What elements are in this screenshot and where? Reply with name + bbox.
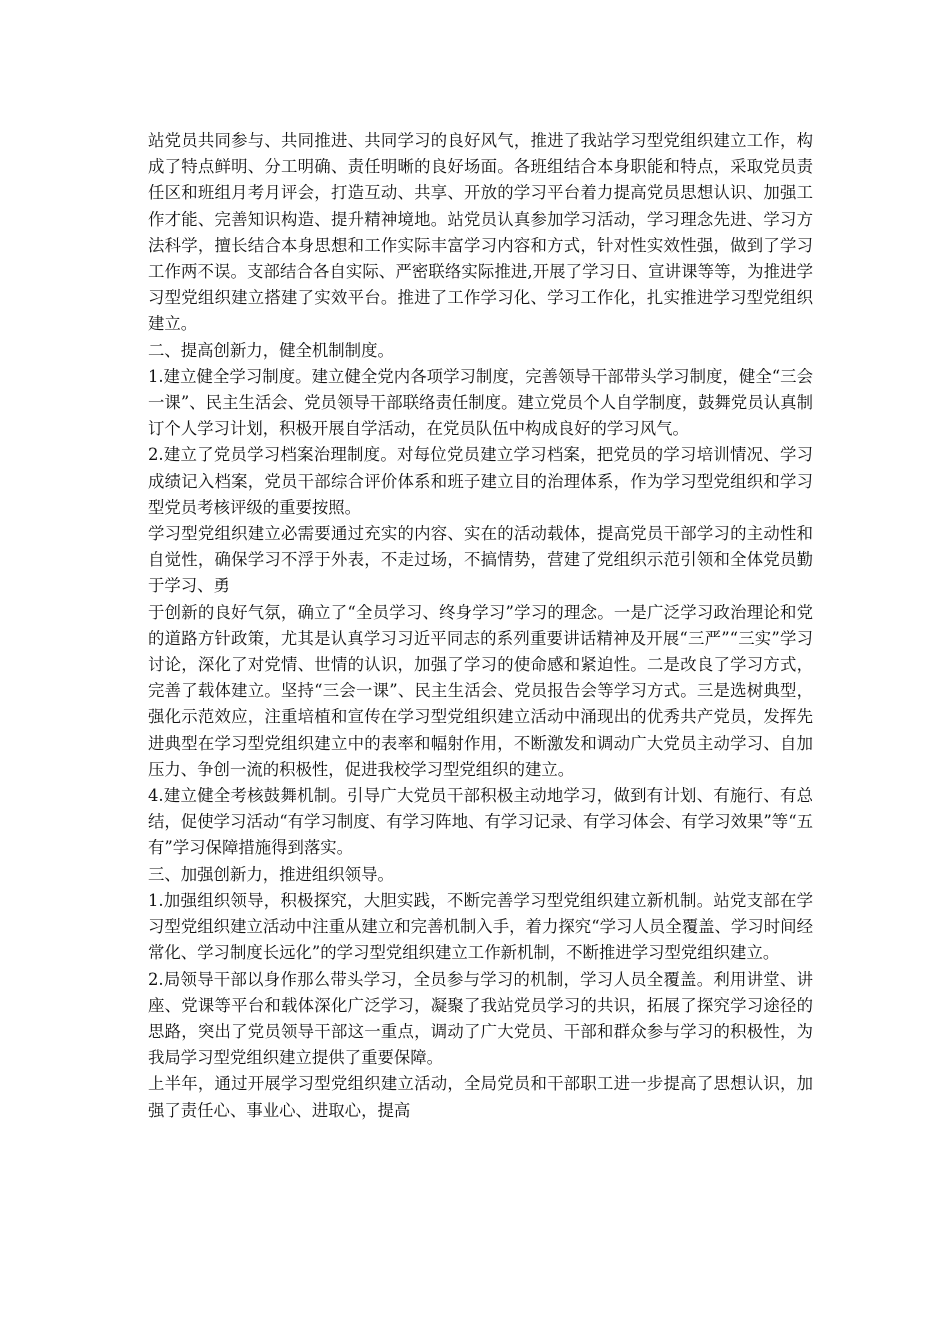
- paragraph-3-2: 2.局领导干部以身作那么带头学习，全员参与学习的机制，学习人员全覆盖。利用讲堂、讲座、党课等平台和载体深化广泛学习，凝聚了我站党员学习的共识，拓展了探究学习途径的思路，突出了党员领导干部这一重点，调动了广大党员、干部和群众参与学习的积极性，为我局学习型党组织建立提供了重要保障。: [148, 969, 813, 1068]
- paragraph-summary: 上半年，通过开展学习型党组织建立活动，全局党员和干部职工进一步提高了思想认识，加强了责任心、事业心、进取心，提高: [148, 1074, 813, 1120]
- paragraph-2-2: 2.建立了党员学习档案治理制度。对每位党员建立学习档案，把党员的学习培训情况、学习成绩记入档案，党员干部综合评价体系和班子建立目的治理体系，作为学习型党组织和学习型党员考核评级的重要按照。: [148, 445, 813, 517]
- section-heading-2: 二、提高创新力，健全机制制度。: [148, 340, 394, 360]
- paragraph-study-detail: 于创新的良好气氛，确立了“全员学习、终身学习”学习的理念。一是广泛学习政治理论和党的道路方针政策，尤其是认真学习习近平同志的系列重要讲话精神及开展“三严”“三实”学习讨论，深化了对党情、世情的认识，加强了学习的使命感和紧迫性。二是改良了学习方式，完善了载体建立。坚持“三会一课”、民主生活会、党员报告会等学习方式。三是选树典型，强化示范效应，注重培植和宣传在学习型党组织建立活动中涌现出的优秀共产党员，发挥先进典型在学习型党组织建立中的表率和幅射作用，不断激发和调动广大党员主动学习、自加压力、争创一流的积极性，促进我校学习型党组织的建立。: [148, 602, 813, 779]
- document-body: [148, 128, 813, 1124]
- paragraph-3-1: 1.加强组织领导，积极探究，大胆实践，不断完善学习型党组织建立新机制。站党支部在学习型党组织建立活动中注重从建立和完善机制入手，着力探究“学习人员全覆盖、学习时间经常化、学习制度长远化”的学习型党组织建立工作新机制，不断推进学习型党组织建立。: [148, 890, 813, 963]
- paragraph-2-4: 4.建立健全考核鼓舞机制。引导广大党员干部积极主动地学习，做到有计划、有施行、有总结，促使学习活动“有学习制度、有学习阵地、有学习记录、有学习体会、有学习效果”等“五有”学习保障措施得到落实。: [148, 786, 813, 858]
- paragraph-1: 站党员共同参与、共同推进、共同学习的良好风气，推进了我站学习型党组织建立工作，构成了特点鲜明、分工明确、责任明晰的良好场面。各班组结合本身职能和特点，采取党员责任区和班组月考月评会，打造互动、共享、开放的学习平台着力提高党员思想认识、加强工作才能、完善知识构造、提升精神境地。站党员认真参加学习活动，学习理念先进、学习方法科学，擅长结合本身思想和工作实际丰富学习内容和方式，针对性实效性强，做到了学习工作两不误。支部结合各自实际、严密联络实际推进,开展了学习日、宣讲课等等，为推进学习型党组织建立搭建了实效平台。推进了工作学习化、学习工作化，扎实推进学习型党组织建立。: [148, 131, 813, 334]
- section-heading-3: 三、加强创新力，推进组织领导。: [148, 864, 394, 884]
- paragraph-2-1: 1.建立健全学习制度。建立健全党内各项学习制度，完善领导干部带头学习制度，健全“三会一课”、民主生活会、党员领导干部联络责任制度。建立党员个人自学制度，鼓舞党员认真制订个人学习计划，积极开展自学活动，在党员队伍中构成良好的学习风气。: [148, 366, 813, 439]
- paragraph-study-intro: 学习型党组织建立必需要通过充实的内容、实在的活动载体，提高党员干部学习的主动性和自觉性，确保学习不浮于外表，不走过场，不搞情势，营建了党组织示范引领和全体党员勤于学习、勇: [148, 524, 813, 596]
